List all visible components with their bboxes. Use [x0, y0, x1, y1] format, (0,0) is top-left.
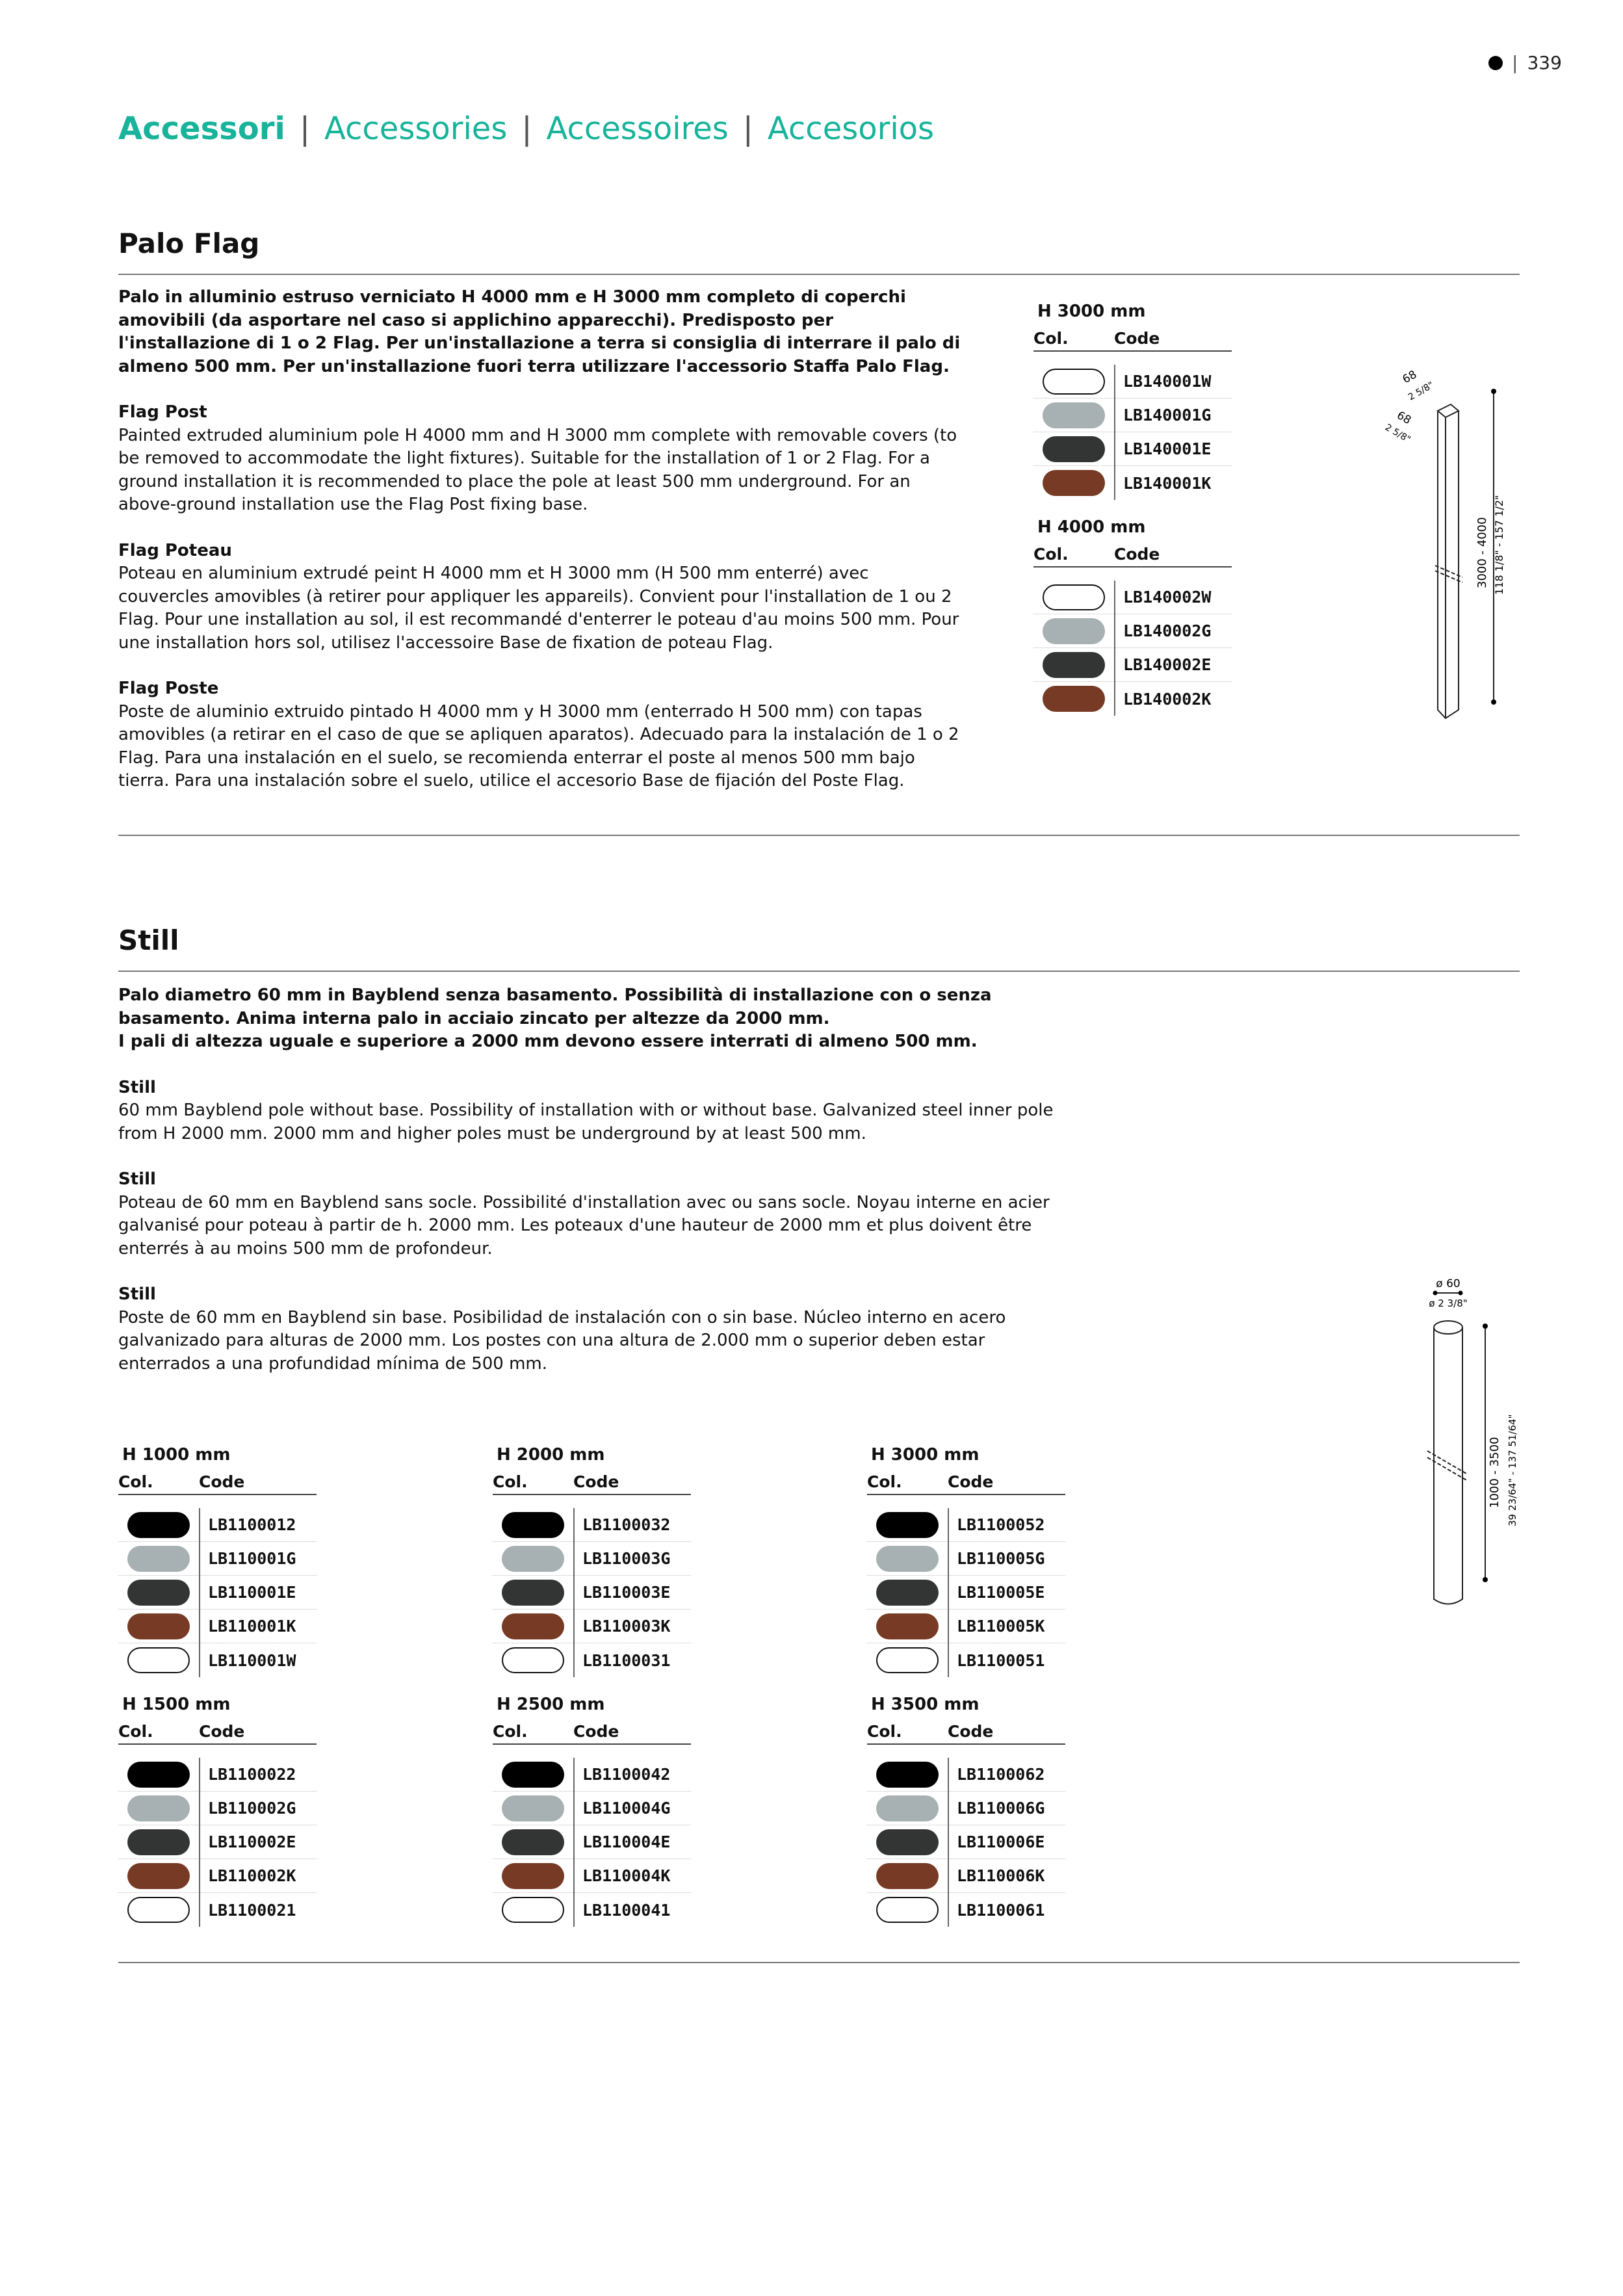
table-row [118, 1792, 317, 1825]
product-code: LB140002W [1114, 581, 1211, 614]
table-row [1033, 614, 1232, 648]
code-table [493, 1445, 691, 1677]
color-swatch [502, 1863, 564, 1889]
bullet-icon [1488, 56, 1503, 70]
table-height-label: H 3000 mm [871, 1445, 980, 1465]
product-code: LB110001K [199, 1610, 296, 1643]
color-swatch [502, 1762, 564, 1788]
table-row [493, 1758, 691, 1792]
palo-flag-description: Palo in alluminio estruso verniciato H 4000 mm e H 3000 mm completo di coperchi amovibili (da asportare nel caso si applichino apparecchi). Predisposto per l'installazione di 1 o 2 Flag. Per un'installazione a terra si consiglia di interrare il palo di almeno 500 mm. Per un'installazione fuori terra utilizzare l'accessorio Staffa Palo Flag. Flag Post Painted extruded aluminium pole H 4000 mm and H 3000 mm complete with removable covers (to be removed to accommodate the light fixtures). Suitable for the installation of 1 or 2 Flag. For a ground installation it is recommended to place the pole at least 500 mm underground. For an above-ground installation use the Flag Post fixing base. Flag Poteau Poteau en aluminium extrudé peint H 4000 mm et H 3000 mm (H 500 mm enterré) avec couvercles amovibles (à retirer pour appliquer les appareils). Convient pour l'installation de 1 ou 2 Flag. Pour une installation au sol, il est recommandé d'enterrer le poteau d'au moins 500 mm. Pour une installation hors sol, utilisez l'accessoire Base de fixation de poteau Flag. Flag Poste Poste de aluminio extruido pintado H 4000 mm y H 3000 mm (enterrado H 500 mm) con tapas amovibles (a retirar en el caso de que se apliquen aparatos). Adecuado para la instalación de 1 o 2 Flag. Para una instalación en el suelo, se recomienda enterrar el poste al menos 500 mm bajo tierra. Para una instalación sobre el suelo, utilice el accesorio Base de fijación del Poste Flag. [118, 287, 961, 790]
code-table [867, 1445, 1065, 1677]
product-code: LB1100051 [948, 1643, 1045, 1677]
table-row [118, 1893, 317, 1927]
color-swatch [876, 1647, 939, 1673]
code-table [1033, 302, 1232, 500]
product-code: LB110001G [199, 1542, 296, 1576]
color-swatch [1043, 584, 1105, 610]
divider [118, 274, 1520, 275]
color-swatch [1043, 686, 1105, 712]
table-row [118, 1610, 317, 1643]
color-swatch [127, 1647, 190, 1673]
svg-text:68: 68 [1394, 409, 1414, 428]
color-swatch [1043, 369, 1105, 395]
section-heading-palo-flag: Palo Flag [118, 228, 260, 259]
table-row [493, 1542, 691, 1576]
page-title: Accessori | Accessories | Accessoires | Accesorios [118, 111, 935, 147]
table-height-label: H 3500 mm [871, 1695, 980, 1714]
table-row [118, 1576, 317, 1610]
product-code: LB110002G [199, 1792, 296, 1825]
table-row [493, 1610, 691, 1643]
table-row [867, 1825, 1065, 1859]
page-number: | 339 [1488, 52, 1562, 73]
table-header: Col. Code [493, 1472, 691, 1495]
table-row [867, 1893, 1065, 1927]
color-swatch [502, 1613, 564, 1639]
product-code: LB110005E [948, 1576, 1045, 1610]
color-swatch [127, 1795, 190, 1821]
product-code: LB140001W [1114, 365, 1211, 398]
product-code: LB110003G [573, 1542, 670, 1576]
table-row [118, 1859, 317, 1893]
color-swatch [502, 1829, 564, 1855]
product-code: LB1100052 [948, 1508, 1045, 1542]
table-row [493, 1508, 691, 1542]
code-table [118, 1445, 317, 1677]
color-swatch [502, 1512, 564, 1538]
table-row [493, 1825, 691, 1859]
product-code: LB110005G [948, 1542, 1045, 1576]
table-row [867, 1792, 1065, 1825]
still-description: Palo diametro 60 mm in Bayblend senza basamento. Possibilità di installazione con o senza basamento. Anima interna palo in acciaio zincato per altezze da 2000 mm. I pali di altezza uguale e superiore a 2000 mm devono essere interrati di almeno 500 mm. Still 60 mm Bayblend pole without base. Possibility of installation with or without base. Galvanized steel inner pole from H 2000 mm. 2000 mm and higher poles must be underground by at least 500 mm. Still Poteau de 60 mm en Bayblend sans socle. Possibilité d'installation avec ou sans socle. Noyau interne en acier galvanisé pour poteau à partir de h. 2000 mm. Les poteaux d'une hauteur de 2000 mm et plus doivent être enterrés à au moins 500 mm de profondeur. Still Poste de 60 mm en Bayblend sin base. Posibilidad de instalación con o sin base. Núcleo interno en acero galvanizado para alturas de 2000 mm. Los postes con una altura de 2.000 mm o superior deben estar enterrados a una profundidad mínima de 500 mm. [118, 985, 1054, 1374]
svg-text:3000 - 4000: 3000 - 4000 [1475, 517, 1489, 588]
product-code: LB110004K [573, 1859, 670, 1893]
section-heading-still: Still [118, 924, 179, 956]
color-swatch [127, 1829, 190, 1855]
product-code: LB110006E [948, 1825, 1045, 1859]
svg-text:2 5/8": 2 5/8" [1407, 380, 1436, 403]
table-row [1033, 466, 1232, 500]
table-row [118, 1643, 317, 1677]
table-row [493, 1792, 691, 1825]
table-row [118, 1542, 317, 1576]
color-swatch [876, 1829, 939, 1855]
color-swatch [876, 1897, 939, 1923]
table-header: Col. Code [118, 1472, 317, 1495]
product-code: LB1100032 [573, 1508, 670, 1542]
table-header: Col. Code [118, 1722, 317, 1745]
color-swatch [876, 1613, 939, 1639]
product-code: LB140001K [1114, 466, 1211, 500]
table-row [867, 1643, 1065, 1677]
table-row [493, 1859, 691, 1893]
table-header: Col. Code [867, 1472, 1065, 1495]
table-row [1033, 365, 1232, 398]
table-row [493, 1576, 691, 1610]
svg-text:2 5/8": 2 5/8" [1383, 422, 1412, 445]
color-swatch [1043, 652, 1105, 678]
color-swatch [127, 1546, 190, 1572]
color-swatch [502, 1647, 564, 1673]
table-header: Col. Code [493, 1722, 691, 1745]
product-code: LB110006K [948, 1859, 1045, 1893]
color-swatch [502, 1546, 564, 1572]
table-height-label: H 2000 mm [497, 1445, 605, 1465]
product-code: LB1100022 [199, 1758, 296, 1792]
table-height-label: H 1500 mm [122, 1695, 231, 1714]
table-height-label: H 3000 mm [1037, 302, 1146, 321]
product-code: LB110003E [573, 1576, 670, 1610]
product-code: LB110001E [199, 1576, 296, 1610]
color-swatch [127, 1762, 190, 1788]
color-swatch [876, 1762, 939, 1788]
table-header: Col. Code [1033, 545, 1232, 567]
color-swatch [1043, 618, 1105, 644]
product-code: LB110002E [199, 1825, 296, 1859]
color-swatch [502, 1897, 564, 1923]
table-row [867, 1508, 1065, 1542]
color-swatch [127, 1512, 190, 1538]
product-code: LB110002K [199, 1859, 296, 1893]
flag-post-drawing [1365, 364, 1534, 741]
table-height-label: H 2500 mm [497, 1695, 605, 1714]
product-code: LB140002E [1114, 648, 1211, 682]
color-swatch [127, 1863, 190, 1889]
color-swatch [502, 1580, 564, 1606]
svg-text:118 1/8" - 157 1/2": 118 1/8" - 157 1/2" [1493, 495, 1505, 595]
color-swatch [127, 1613, 190, 1639]
product-code: LB110003K [573, 1610, 670, 1643]
svg-text:68: 68 [1400, 368, 1420, 387]
table-row [118, 1508, 317, 1542]
table-header: Col. Code [1033, 329, 1232, 352]
table-row [1033, 648, 1232, 682]
divider [118, 1962, 1520, 1963]
table-row [493, 1643, 691, 1677]
color-swatch [876, 1580, 939, 1606]
product-code: LB110004G [573, 1792, 670, 1825]
color-swatch [876, 1795, 939, 1821]
color-swatch [876, 1863, 939, 1889]
product-code: LB110004E [573, 1825, 670, 1859]
product-code: LB1100061 [948, 1893, 1045, 1927]
product-code: LB1100012 [199, 1508, 296, 1542]
code-table [1033, 517, 1232, 716]
product-code: LB1100021 [199, 1893, 296, 1927]
code-table [493, 1695, 691, 1927]
divider [118, 971, 1520, 972]
svg-text:1000 - 3500: 1000 - 3500 [1488, 1437, 1501, 1508]
table-row [1033, 682, 1232, 716]
color-swatch [876, 1546, 939, 1572]
color-swatch [1043, 470, 1105, 496]
product-code: LB140001G [1114, 398, 1211, 432]
svg-text:39 23/64" - 137 51/64": 39 23/64" - 137 51/64" [1507, 1414, 1518, 1526]
color-swatch [1043, 402, 1105, 428]
table-row [1033, 581, 1232, 614]
table-row [493, 1893, 691, 1927]
table-header: Col. Code [867, 1722, 1065, 1745]
code-table [118, 1695, 317, 1927]
product-code: LB140002K [1114, 682, 1211, 716]
still-pole-drawing [1417, 1274, 1547, 1612]
table-row [867, 1542, 1065, 1576]
table-row [867, 1758, 1065, 1792]
table-height-label: H 4000 mm [1037, 517, 1146, 537]
table-height-label: H 1000 mm [122, 1445, 231, 1465]
table-row [867, 1576, 1065, 1610]
product-code: LB1100041 [573, 1893, 670, 1927]
product-code: LB140002G [1114, 614, 1211, 648]
svg-text:ø 60: ø 60 [1436, 1277, 1461, 1290]
color-swatch [1043, 436, 1105, 462]
color-swatch [127, 1897, 190, 1923]
color-swatch [502, 1795, 564, 1821]
table-row [867, 1610, 1065, 1643]
code-table [867, 1695, 1065, 1927]
table-row [1033, 398, 1232, 432]
color-swatch [127, 1580, 190, 1606]
color-swatch [876, 1512, 939, 1538]
table-row [118, 1825, 317, 1859]
product-code: LB1100042 [573, 1758, 670, 1792]
product-code: LB140001E [1114, 432, 1211, 466]
product-code: LB1100062 [948, 1758, 1045, 1792]
product-code: LB110001W [199, 1643, 296, 1677]
product-code: LB110005K [948, 1610, 1045, 1643]
table-row [1033, 432, 1232, 466]
product-code: LB1100031 [573, 1643, 670, 1677]
product-code: LB110006G [948, 1792, 1045, 1825]
table-row [118, 1758, 317, 1792]
svg-text:ø 2 3/8": ø 2 3/8" [1429, 1298, 1468, 1309]
divider [118, 835, 1520, 836]
table-row [867, 1859, 1065, 1893]
